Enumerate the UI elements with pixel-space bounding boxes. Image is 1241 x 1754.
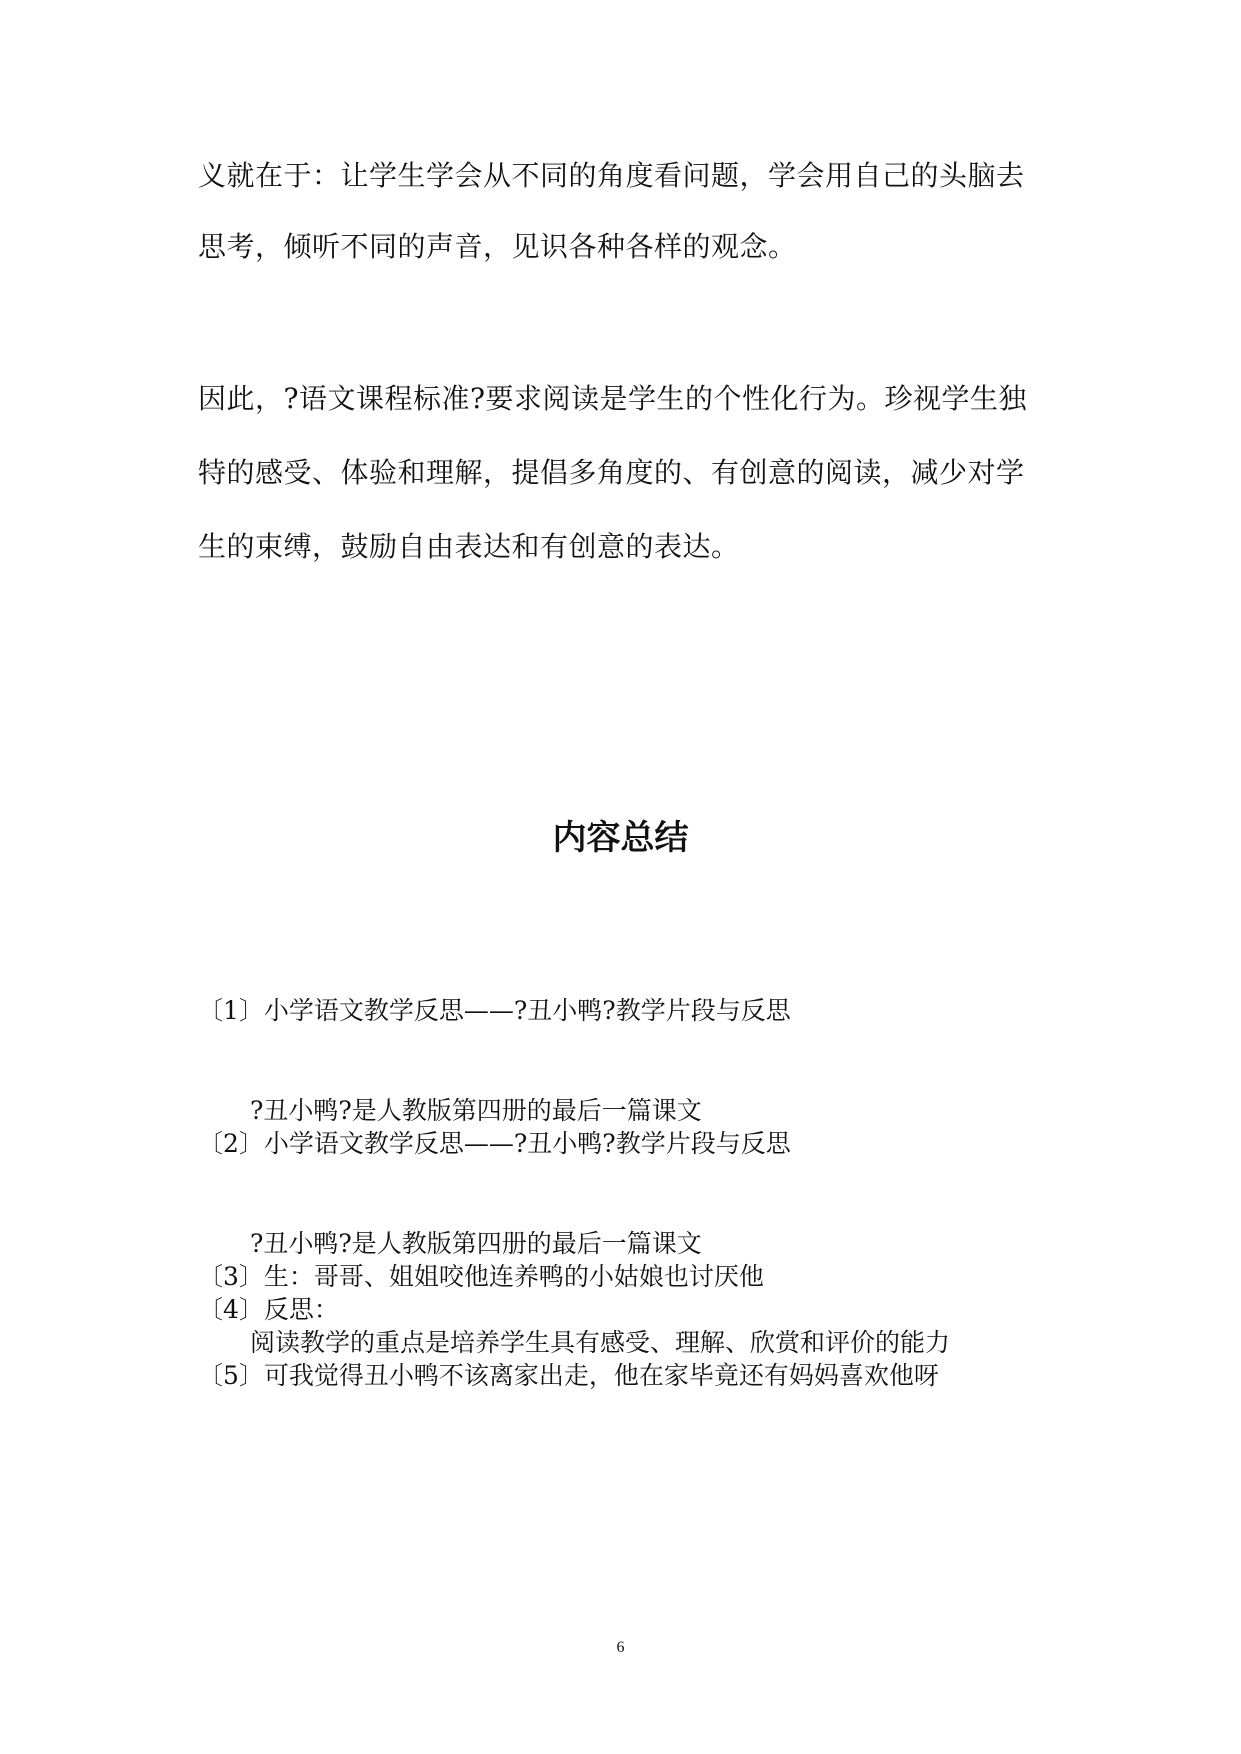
paragraph-2-line-1: 因此，?语文课程标准?要求阅读是学生的个性化行为。珍视学生独 [198, 382, 1028, 415]
paragraph-1-line-2: 思考，倾听不同的声音，见识各种各样的观念。 [198, 230, 797, 263]
summary-item-5: 〔5〕可我觉得丑小鸭不该离家出走，他在家毕竟还有妈妈喜欢他呀 [198, 1361, 939, 1390]
summary-item-3: 〔3〕生：哥哥、姐姐咬他连养鸭的小姑娘也讨厌他 [198, 1262, 764, 1291]
summary-item-4-detail: 阅读教学的重点是培养学生具有感受、理解、欣赏和评价的能力 [250, 1328, 951, 1357]
summary-item-2-detail: ?丑小鸭?是人教版第四册的最后一篇课文 [250, 1229, 702, 1258]
paragraph-1-line-1: 义就在于：让学生学会从不同的角度看问题，学会用自己的头脑去 [198, 159, 1025, 192]
summary-item-1: 〔1〕小学语文教学反思——?丑小鸭?教学片段与反思 [198, 996, 791, 1025]
summary-heading: 内容总结 [552, 818, 689, 858]
summary-item-1-detail: ?丑小鸭?是人教版第四册的最后一篇课文 [250, 1096, 702, 1125]
summary-item-4: 〔4〕反思： [198, 1295, 339, 1324]
paragraph-2-line-3: 生的束缚，鼓励自由表达和有创意的表达。 [198, 530, 740, 563]
paragraph-2-line-2: 特的感受、体验和理解，提倡多角度的、有创意的阅读，减少对学 [198, 456, 1025, 489]
page-number: 6 [616, 1639, 625, 1656]
summary-item-2: 〔2〕小学语文教学反思——?丑小鸭?教学片段与反思 [198, 1129, 791, 1158]
